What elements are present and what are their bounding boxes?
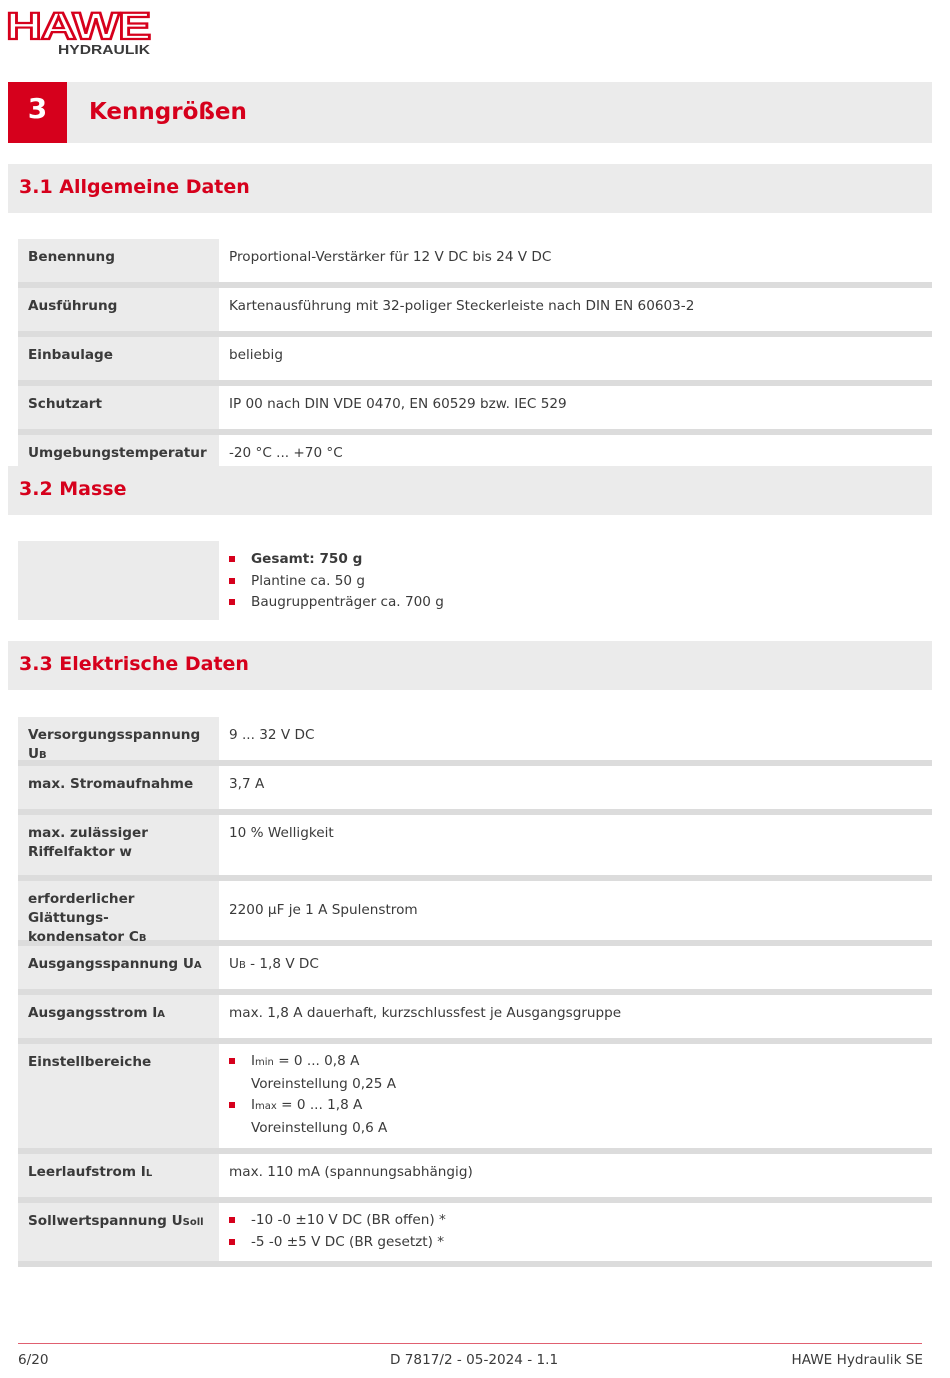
label-text: Leerlaufstrom I xyxy=(28,1164,146,1180)
list-item-continuation: Voreinstellung 0,25 A xyxy=(251,1075,397,1092)
row-value: Proportional-Verstärker für 12 V DC bis 24 V DC xyxy=(229,249,552,265)
logo-subtext: HYDRAULIK xyxy=(58,43,150,57)
setpoint-list xyxy=(229,1210,922,1253)
section-title: 3.1 Allgemeine Daten xyxy=(19,176,250,198)
value-subscript: min xyxy=(255,1057,274,1068)
list-item-continuation: Voreinstellung 0,6 A xyxy=(251,1119,388,1136)
row-value xyxy=(219,1203,932,1261)
row-label: Umgebungstemperatur xyxy=(18,435,219,475)
chapter-number: 3 xyxy=(8,82,67,143)
label-subscript: A xyxy=(193,960,202,971)
label-subscript: B xyxy=(138,933,147,944)
general-data-table xyxy=(18,239,932,475)
label-text: Sollwertspannung U xyxy=(28,1213,183,1229)
row-value: Kartenausführung mit 32-poliger Steckerleiste nach DIN EN 60603-2 xyxy=(229,298,695,314)
table-row xyxy=(18,766,932,815)
value-text: U xyxy=(229,956,239,972)
row-label: Benennung xyxy=(18,239,219,282)
table-row xyxy=(18,239,932,288)
row-label: Einbaulage xyxy=(18,337,219,380)
row-label xyxy=(18,995,219,1038)
chapter-title: Kenngrößen xyxy=(89,99,247,125)
logo-wordmark: HAWE xyxy=(6,8,150,48)
list-item: Plantine ca. 50 g xyxy=(229,571,922,593)
row-label-empty xyxy=(18,541,219,620)
section-header-mass xyxy=(8,466,932,515)
value-text: I xyxy=(251,1053,256,1069)
section-title: 3.2 Masse xyxy=(19,478,127,500)
value-subscript: B xyxy=(238,960,246,971)
hawe-logo xyxy=(6,8,152,58)
row-label: max. Stromaufnahme xyxy=(18,766,219,809)
section-title: 3.3 Elektrische Daten xyxy=(19,653,249,675)
table-row xyxy=(18,337,932,386)
table-row xyxy=(18,288,932,337)
row-label xyxy=(18,1154,219,1197)
row-label xyxy=(18,815,219,875)
value-subscript: max xyxy=(255,1101,277,1112)
list-item xyxy=(229,1051,922,1095)
table-row xyxy=(18,1044,932,1154)
label-subscript: A xyxy=(157,1009,166,1020)
value-text: I xyxy=(251,1097,256,1113)
label-text: Versorgungsspannung U xyxy=(28,727,201,762)
row-value xyxy=(219,946,932,989)
footer-document-id: D 7817/2 - 05-2024 - 1.1 xyxy=(390,1352,559,1368)
section-header-electrical xyxy=(8,641,932,690)
table-row xyxy=(18,881,932,946)
label-text: Ausgangsspannung U xyxy=(28,956,194,972)
label-subscript: Soll xyxy=(182,1217,204,1228)
section-header-general xyxy=(8,164,932,213)
row-value xyxy=(219,1044,932,1148)
label-subscript: L xyxy=(145,1168,153,1179)
row-label: Einstellbereiche xyxy=(18,1044,219,1148)
row-label xyxy=(18,717,219,760)
table-row xyxy=(18,1203,932,1261)
list-item: -10 -0 ±10 V DC (BR offen) * xyxy=(229,1210,922,1232)
list-item: -5 -0 ±5 V DC (BR gesetzt) * xyxy=(229,1232,922,1254)
row-label xyxy=(18,946,219,989)
table-row xyxy=(18,386,932,435)
mass-table xyxy=(18,541,932,620)
adjust-list xyxy=(229,1051,922,1139)
row-value: IP 00 nach DIN VDE 0470, EN 60529 bzw. IEC 529 xyxy=(229,396,567,412)
table-row xyxy=(18,541,932,620)
electrical-data-table xyxy=(18,717,932,1267)
row-value xyxy=(219,541,932,620)
list-item xyxy=(229,1095,922,1139)
list-item: Baugruppenträger ca. 700 g xyxy=(229,592,922,614)
mass-list xyxy=(229,549,922,614)
row-label xyxy=(18,881,219,945)
row-label xyxy=(18,1203,219,1261)
label-line: kondensator C xyxy=(28,929,139,945)
table-row xyxy=(18,717,932,766)
row-value: -20 °C ... +70 °C xyxy=(229,445,343,461)
label-line: erforderlicher Glättungs- xyxy=(28,891,135,926)
value-text: - 1,8 V DC xyxy=(245,956,319,972)
label-line: max. zulässiger xyxy=(28,825,148,841)
row-value: max. 1,8 A dauerhaft, kurzschlussfest je Ausgangsgruppe xyxy=(229,1005,622,1021)
row-value: 10 % Welligkeit xyxy=(229,825,334,841)
table-row xyxy=(18,995,932,1044)
footer-page-number: 6/20 xyxy=(18,1352,49,1368)
value-text: = 0 ... 0,8 A xyxy=(273,1053,360,1069)
row-label: Ausführung xyxy=(18,288,219,331)
table-row xyxy=(18,1154,932,1203)
row-value: 3,7 A xyxy=(229,776,265,792)
list-item: Gesamt: 750 g xyxy=(229,549,922,571)
label-text: Ausgangsstrom I xyxy=(28,1005,158,1021)
row-value: 2200 μF je 1 A Spulenstrom xyxy=(229,902,418,918)
hawe-logo-mark xyxy=(6,8,152,58)
row-label: Schutzart xyxy=(18,386,219,429)
row-value: 9 ... 32 V DC xyxy=(229,727,315,743)
table-row xyxy=(18,815,932,881)
label-subscript: B xyxy=(39,750,47,761)
footer-company: HAWE Hydraulik SE xyxy=(791,1352,923,1368)
label-line: Riffelfaktor w xyxy=(28,844,132,860)
row-value: max. 110 mA (spannungsabhängig) xyxy=(229,1164,473,1180)
table-row xyxy=(18,946,932,995)
footer-divider xyxy=(18,1343,922,1344)
row-value: beliebig xyxy=(229,347,283,363)
chapter-header xyxy=(8,82,932,143)
value-text: = 0 ... 1,8 A xyxy=(276,1097,363,1113)
